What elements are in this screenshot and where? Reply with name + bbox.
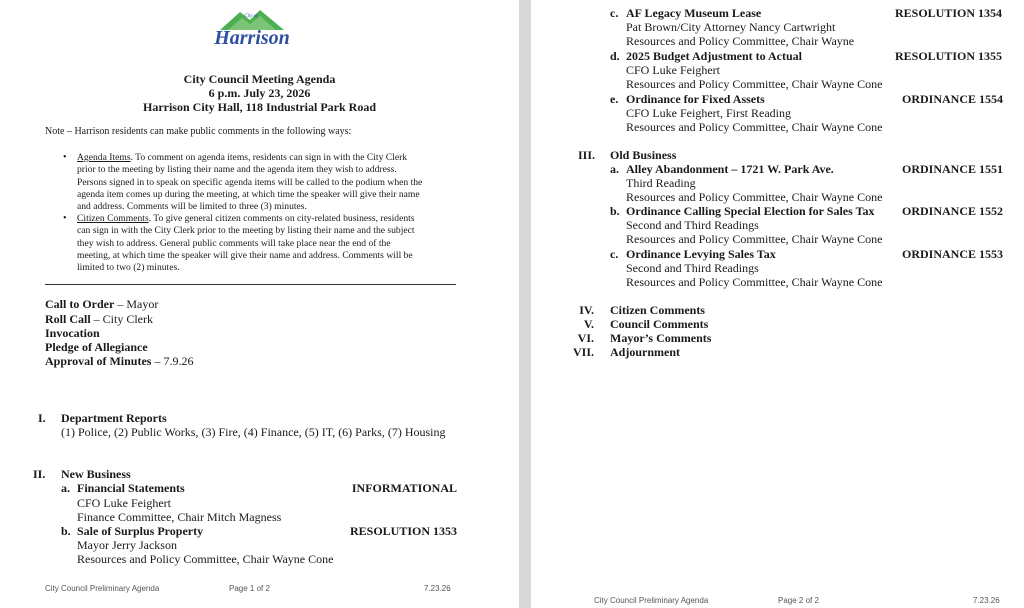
- opener-detail: – City Clerk: [90, 312, 154, 326]
- section-number: II.: [33, 467, 46, 481]
- item-detail: Pat Brown/City Attorney Nancy Cartwright: [626, 20, 836, 34]
- item-tag: ORDINANCE 1553: [902, 247, 1004, 261]
- section-title-department-reports: Department Reports: [61, 411, 167, 425]
- bullet-dot: •: [63, 152, 67, 163]
- footer-page-number: Page 2 of 2: [778, 596, 819, 605]
- bullet-line: they wish to address. General public comments will take place near the end of the: [77, 237, 391, 249]
- section-number: V.: [583, 317, 594, 331]
- item-letter: b.: [610, 204, 620, 218]
- logo-small-text: City of: [244, 14, 258, 19]
- item-letter: c.: [610, 6, 619, 20]
- item-tag: RESOLUTION 1355: [895, 49, 1003, 63]
- item-letter: e.: [610, 92, 619, 106]
- bullet-dot: •: [63, 213, 67, 224]
- item-detail: Third Reading: [626, 176, 696, 190]
- item-detail: Second and Third Readings: [626, 261, 759, 275]
- bullet-line: . To give general citizen comments on city-related business, residents: [148, 213, 415, 224]
- item-detail: CFO Luke Feighert, First Reading: [626, 106, 791, 120]
- department-list: (1) Police, (2) Public Works, (3) Fire, (4) Finance, (5) IT, (6) Parks, (7) Housing: [61, 425, 446, 439]
- item-tag: RESOLUTION 1353: [349, 524, 457, 538]
- agenda-title: City Council Meeting Agenda: [183, 72, 336, 86]
- item-letter: a.: [610, 162, 619, 176]
- bullet-line: can sign in with the City Clerk prior to the meeting by listing their name and the subject: [77, 225, 415, 237]
- item-title: Ordinance for Fixed Assets: [626, 92, 765, 106]
- item-title: Ordinance Levying Sales Tax: [626, 247, 776, 261]
- opener-approval-minutes: [45, 354, 193, 369]
- footer-title: City Council Preliminary Agenda: [594, 596, 709, 605]
- item-detail: Resources and Policy Committee, Chair Wayne Cone: [626, 120, 883, 134]
- item-title: AF Legacy Museum Lease: [626, 6, 762, 20]
- item-title: Ordinance Calling Special Election for Sales Tax: [626, 204, 875, 218]
- item-title: Financial Statements: [77, 481, 185, 495]
- section-number: IV.: [579, 303, 594, 317]
- section-title-old-business: Old Business: [610, 148, 677, 162]
- opener-label: Roll Call: [45, 312, 91, 326]
- item-detail: Finance Committee, Chair Mitch Magness: [77, 510, 282, 524]
- item-detail: Resources and Policy Committee, Chair Wayne Cone: [626, 190, 883, 204]
- opener-pledge: [45, 340, 148, 355]
- bullet-line: and address. Comments will be limited to three (3) minutes.: [77, 201, 307, 213]
- bullet-line: meeting, at which time the speaker will give their name and address. Comments will be: [77, 249, 413, 261]
- logo-text: Harrison: [214, 27, 290, 49]
- item-detail: Resources and Policy Committee, Chair Wayne Cone: [77, 552, 334, 566]
- section-number: III.: [578, 148, 596, 162]
- opener-call-to-order: [45, 297, 158, 312]
- item-detail: Second and Third Readings: [626, 218, 759, 232]
- section-number: VI.: [577, 331, 594, 345]
- item-letter: a.: [61, 481, 70, 495]
- bullet-term: Citizen Comments: [77, 213, 149, 224]
- item-detail: Resources and Policy Committee, Chair Wayne: [626, 34, 855, 48]
- footer-date: 7.23.26: [973, 596, 1000, 605]
- bullet-line: Persons signed in to speak on specific agenda items will be called to the podium when the: [77, 176, 423, 188]
- footer-title: City Council Preliminary Agenda: [45, 584, 160, 593]
- bullet-term: Agenda Items: [77, 152, 131, 163]
- opener-label: Approval of Minutes: [45, 354, 152, 368]
- item-tag: ORDINANCE 1551: [902, 162, 1004, 176]
- section-number: I.: [38, 411, 46, 425]
- item-tag: ORDINANCE 1552: [902, 204, 1004, 218]
- item-detail: CFO Luke Feighert: [77, 496, 171, 510]
- opener-label: Pledge of Allegiance: [45, 340, 148, 354]
- divider: [45, 284, 456, 285]
- opener-detail: – Mayor: [114, 297, 159, 311]
- item-title: Alley Abandonment – 1721 W. Park Ave.: [626, 162, 834, 176]
- item-title: Sale of Surplus Property: [77, 524, 204, 538]
- public-comment-note: Note – Harrison residents can make public comments in the following ways:: [45, 126, 352, 137]
- item-detail: Resources and Policy Committee, Chair Wayne Cone: [626, 275, 883, 289]
- item-detail: CFO Luke Feighert: [626, 63, 720, 77]
- bullet-line: agenda item comes up during the meeting, at which time the speaker will give their name: [77, 188, 420, 200]
- section-number: VII.: [572, 345, 594, 359]
- footer-page-number: Page 1 of 2: [229, 584, 270, 593]
- opener-detail: – 7.9.26: [151, 354, 194, 368]
- item-letter: c.: [610, 247, 619, 261]
- item-detail: Mayor Jerry Jackson: [77, 538, 177, 552]
- bullet-citizen-comments: [77, 213, 415, 274]
- city-logo: [202, 4, 302, 52]
- opener-roll-call: [45, 312, 153, 327]
- footer-date: 7.23.26: [424, 584, 451, 593]
- item-tag: INFORMATIONAL: [351, 481, 457, 495]
- item-detail: Resources and Policy Committee, Chair Wayne Cone: [626, 232, 883, 246]
- section-title-adjournment: Adjournment: [610, 345, 681, 359]
- section-title-new-business: New Business: [61, 467, 131, 481]
- agenda-location: Harrison City Hall, 118 Industrial Park Road: [142, 100, 377, 114]
- item-tag: RESOLUTION 1354: [895, 6, 1003, 20]
- page-gap: [519, 0, 531, 608]
- item-letter: d.: [610, 49, 620, 63]
- bullet-line: limited to two (2) minutes.: [77, 262, 180, 274]
- opener-invocation: [45, 326, 100, 341]
- agenda-datetime: 6 p.m. July 23, 2026: [208, 86, 311, 100]
- item-letter: b.: [61, 524, 71, 538]
- section-title-citizen-comments: Citizen Comments: [610, 303, 705, 317]
- section-title-mayors-comments: Mayor’s Comments: [610, 331, 712, 345]
- item-detail: Resources and Policy Committee, Chair Wayne Cone: [626, 77, 883, 91]
- opener-label: Call to Order: [45, 297, 115, 311]
- item-title: 2025 Budget Adjustment to Actual: [626, 49, 803, 63]
- bullet-line: prior to the meeting by listing their name and the agenda item they wish to address.: [77, 164, 397, 176]
- opener-label: Invocation: [45, 326, 100, 340]
- item-tag: ORDINANCE 1554: [902, 92, 1004, 106]
- section-title-council-comments: Council Comments: [610, 317, 709, 331]
- page-2: [531, 0, 1024, 608]
- bullet-line: . To comment on agenda items, residents can sign in with the City Clerk: [130, 152, 408, 163]
- bullet-agenda-items: [77, 152, 422, 213]
